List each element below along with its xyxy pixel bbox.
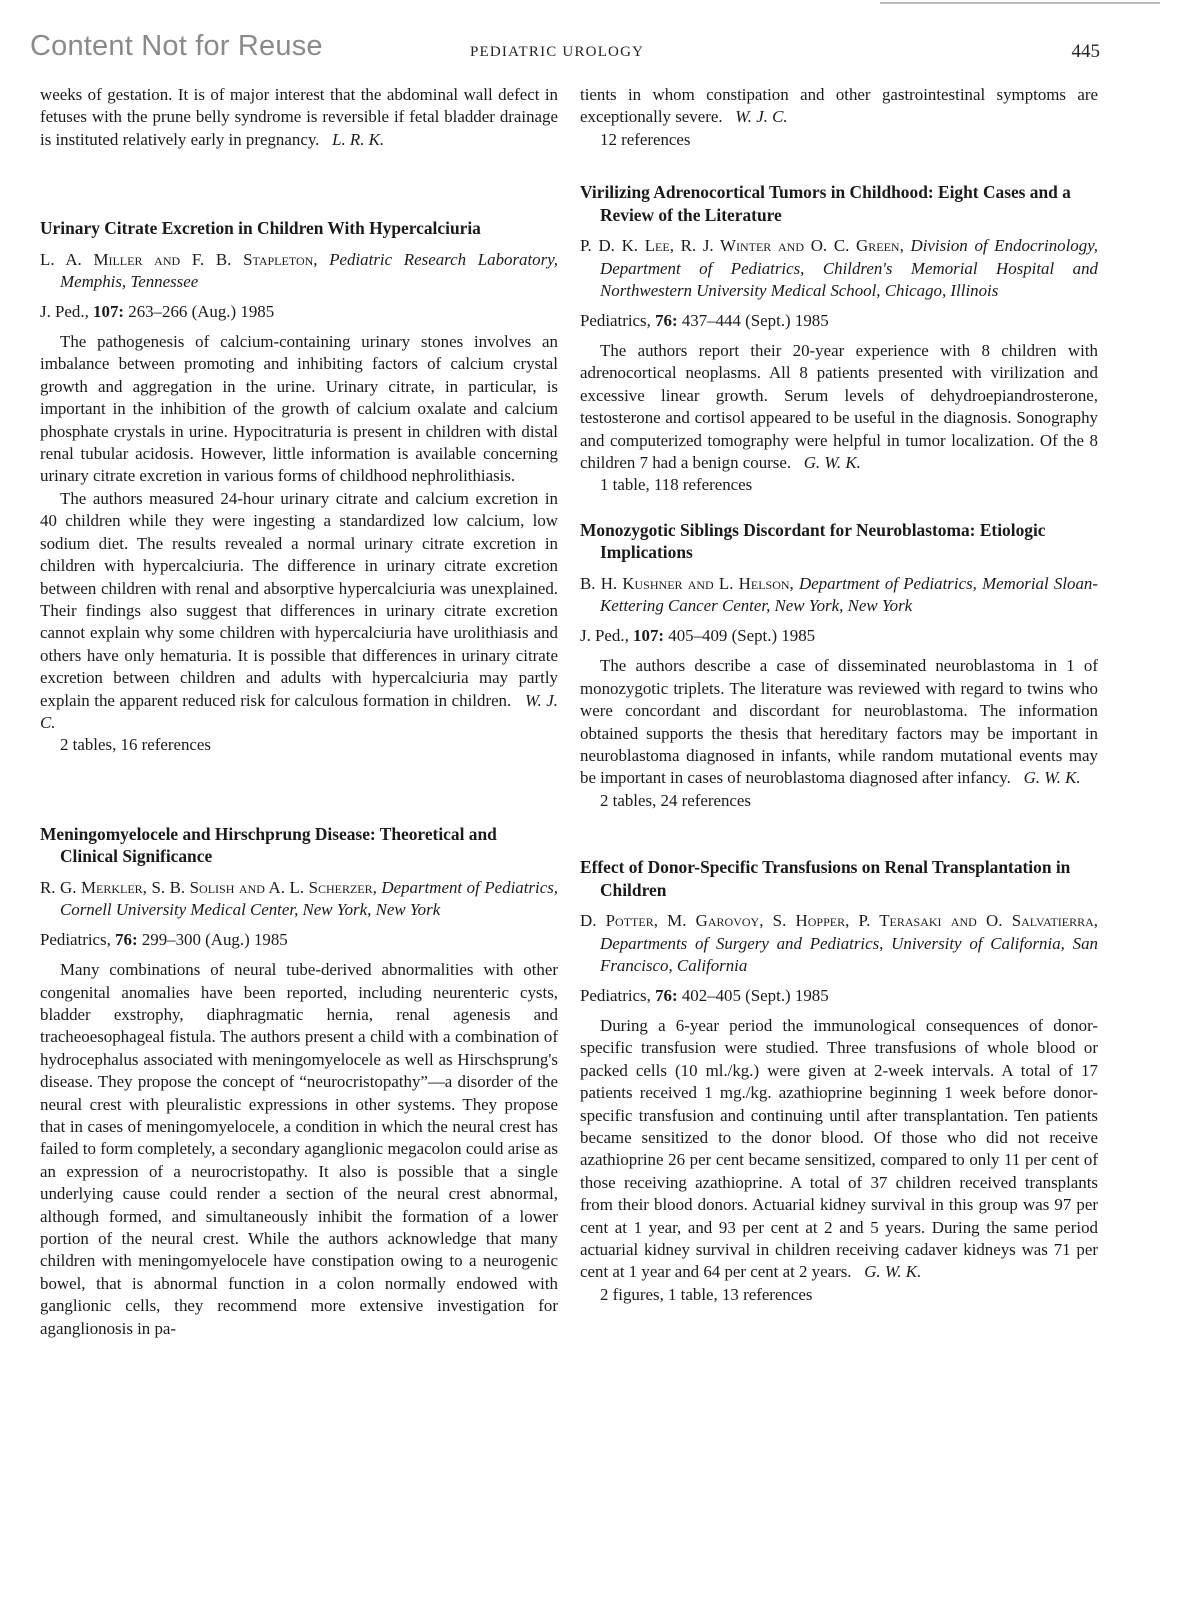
article-title: Monozygotic Siblings Discordant for Neuroblastoma: Etiologic Implications (580, 519, 1046, 563)
article-paragraph: The pathogenesis of calcium-containing urinary stones involves an imbalance between promoting and inhibiting factors of calcium crystal growth and aggregation in the urine. Urinary citrate, in particular, is important in the inhibition of the growth of calcium oxalate and calcium phosphate crystals in urine. Hypocitraturia is present in children with distal renal tubular acidosis. However, little information is available concerning urinary citrate excretion in various forms of childhood nephrolithiasis. (40, 332, 558, 486)
article-paragraph: During a 6-year period the immunological consequences of donor-specific transfusion were studied. Three transfusions of whole blood or packed cells (10 ml./kg.) were given at 2-week intervals. A total of 17 patients received 1 mg./kg. azathioprine beginning 1 week before donor-specific transfusion and continuing until after transplantation. Ten patients became sensitized to the donor blood. Of those who did not receive azathioprine 26 per cent became sensitized, compared to only 11 per cent of those receiving azathioprine. A total of 37 children received transplants from their blood donors. Actuarial kidney survival in this group was 97 per cent at 1 year, and 93 per cent at 2 and 5 years. During the same period actuarial kidney survival in children receiving cadaver kidneys was 71 per cent at 1 year and 64 per cent at 2 years. G. W. K. (580, 1015, 1098, 1282)
article-affiliation: Departments of Surgery and Pediatrics, University of California, San Francisco, California (600, 933, 1098, 976)
article-affiliation: Pediatric Research Laboratory, Memphis, Tennessee (60, 249, 558, 292)
article-authors: D. Potter, M. Garovoy, S. Hopper, P. Terasaki and O. Salvatierra, Departments of Surgery and Pediatrics, University of California, San Francisco, California (580, 911, 1098, 976)
page-header (30, 30, 1100, 70)
article-citation: Pediatrics, 76: 437–444 (Sept.) 1985 (580, 310, 829, 330)
article-citation: J. Ped., 107: 405–409 (Sept.) 1985 (580, 625, 816, 645)
article-references: 2 figures, 1 table, 13 references (600, 1284, 813, 1304)
article-title: Virilizing Adrenocortical Tumors in Childhood: Eight Cases and a Review of the Literature (580, 182, 1071, 225)
abstractor-initials: W. J. C. (735, 107, 788, 127)
article-paragraph: The authors measured 24-hour urinary citrate and calcium excretion in 40 children while they were ingesting a standardized low calcium, low sodium diet. The results revealed a normal urinary citrate excretion in children with hypercalciuria. The difference in urinary citrate excretion between children with renal and absorptive hypercalciuria was unexplained. Their findings also suggest that differences in urinary citrate excretion cannot explain why some children with hypercalciuria have urolithiasis and others have only hematuria. It is possible that differences in urinary citrate excretion between children and adults with hypercalciuria may partly explain the apparent reduced risk for calculous formation in children. W. J. C. (40, 488, 559, 732)
page-number: 445 (1071, 41, 1100, 62)
article-citation: Pediatrics, 76: 402–405 (Sept.) 1985 (580, 985, 829, 1005)
article-paragraph: Many combinations of neural tube-derived abnormalities with other congenital anomalies have been reported, including neurenteric cysts, bladder exstrophy, diaphragmatic hernia, renal agenesis and tracheoesophageal fistula. The authors present a child with a combination of hydrocephalus associated with meningomyelocele as well as Hirschsprung's disease. They propose the concept of “neurocristopathy”—a disorder of the neural crest with pleuralistic expressions in other systems. They propose that in cases of meningomyelocele, a condition in which the neural crest has failed to form completely, a secondary aganglionic megacolon could arise as an expression of a neurocristopathy. It also is possible that a single underlying cause could render a section of the neural crest abnormal, although formed, and simultaneously inhibit the formation of a lower portion of the neural crest. While the authors acknowledge that many children with meningomyelocele have constipation owing to a neurogenic bowel, that is abnormal function in a colon normally endowed with ganglionic cells, they recommend more extensive investigation for aganglionosis in pa- (40, 960, 558, 1338)
abstractor-initials: G. W. K. (864, 1262, 922, 1282)
article-paragraph: The authors describe a case of disseminated neuroblastoma in 1 of monozygotic triplets. The literature was reviewed with regard to twins who were concordant and discordant for neuroblastoma. The information obtained supports the thesis that hereditary factors may be important in neuroblastoma diagnosed in infants, while random mutational events may be important in cases of neuroblastoma diagnosed after infancy. G. W. K. (580, 656, 1098, 788)
article-affiliation: Department of Pediatrics, Memorial Sloan-Kettering Cancer Center, New York, New York (600, 574, 1098, 616)
article-title: Meningomyelocele and Hirschprung Disease: Theoretical and Clinical Significance (40, 823, 497, 867)
abstractor-initials: G. W. K. (803, 453, 861, 473)
article-authors: B. H. Kushner and L. Helson, Department of Pediatrics, Memorial Sloan-Kettering Cancer Center, New York, New York (580, 574, 1098, 616)
article-citation: Pediatrics, 76: 299–300 (Aug.) 1985 (40, 929, 288, 949)
article-title: Effect of Donor-Specific Transfusions on Renal Transplantation in Children (580, 857, 1071, 900)
article-authors: P. D. K. Lee, R. J. Winter and O. C. Green, Division of Endocrinology, Department of Pediatrics, Children's Memorial Hospital and Northwestern University Medical School, Chicago, Illinois (580, 236, 1098, 301)
article-references: 12 references (600, 129, 691, 149)
article-references: 2 tables, 16 references (60, 735, 212, 755)
abstractor-initials: L. R. K. (332, 129, 385, 149)
article-urinary-citrate (40, 217, 558, 757)
running-title: PEDIATRIC UROLOGY (470, 44, 645, 60)
article-affiliation: Division of Endocrinology, Department of Pediatrics, Children's Memorial Hospital and Northwestern University Medical School, Chicago, Illinois (600, 236, 1098, 301)
article-paragraph: The authors report their 20-year experience with 8 children with adrenocortical neoplasms. All 8 patients presented with virilization and excessive linear growth. Serum levels of dehydroepiandrosterone, testosterone and cortisol appeared to be useful in the diagnosis. Sonography and computerized tomography were helpful in tumor localization. Of the 8 children 7 had a benign course. G. W. K. (580, 341, 1098, 473)
left-column (40, 84, 558, 1340)
article-authors: R. G. Merkler, S. B. Solish and A. L. Scherzer, Department of Pediatrics, Cornell University Medical Center, New York, New York (40, 877, 558, 920)
abstractor-initials: G. W. K. (1023, 768, 1081, 788)
article-virilizing-adrenocortical (580, 181, 1098, 497)
watermark-text: Content Not for Reuse (30, 30, 323, 62)
article-donor-specific-transfusions (580, 856, 1098, 1306)
article-monozygotic-neuroblastoma (580, 519, 1098, 812)
article-authors: L. A. Miller and F. B. Stapleton, Pediatric Research Laboratory, Memphis, Tennessee (40, 249, 558, 292)
carryover-paragraph: tients in whom constipation and other gastrointestinal symptoms are exceptionally severe. W. J. C. (580, 85, 1098, 127)
article-affiliation: Department of Pediatrics, Cornell University Medical Center, New York, New York (60, 877, 558, 920)
abstractor-initials: W. J. C. (40, 690, 559, 732)
right-column (580, 84, 1098, 1306)
article-references: 1 table, 118 references (600, 475, 753, 495)
article-meningomyelocele (40, 823, 558, 1340)
top-rule (880, 2, 1160, 4)
carryover-paragraph: weeks of gestation. It is of major interest that the abdominal wall defect in fetuses with the prune belly syndrome is reversible if fetal bladder drainage is instituted relatively early in pregnancy. L. R. K. (40, 85, 558, 149)
article-references: 2 tables, 24 references (600, 790, 752, 810)
article-citation: J. Ped., 107: 263–266 (Aug.) 1985 (40, 301, 275, 321)
article-title: Urinary Citrate Excretion in Children With Hypercalciuria (40, 218, 481, 239)
